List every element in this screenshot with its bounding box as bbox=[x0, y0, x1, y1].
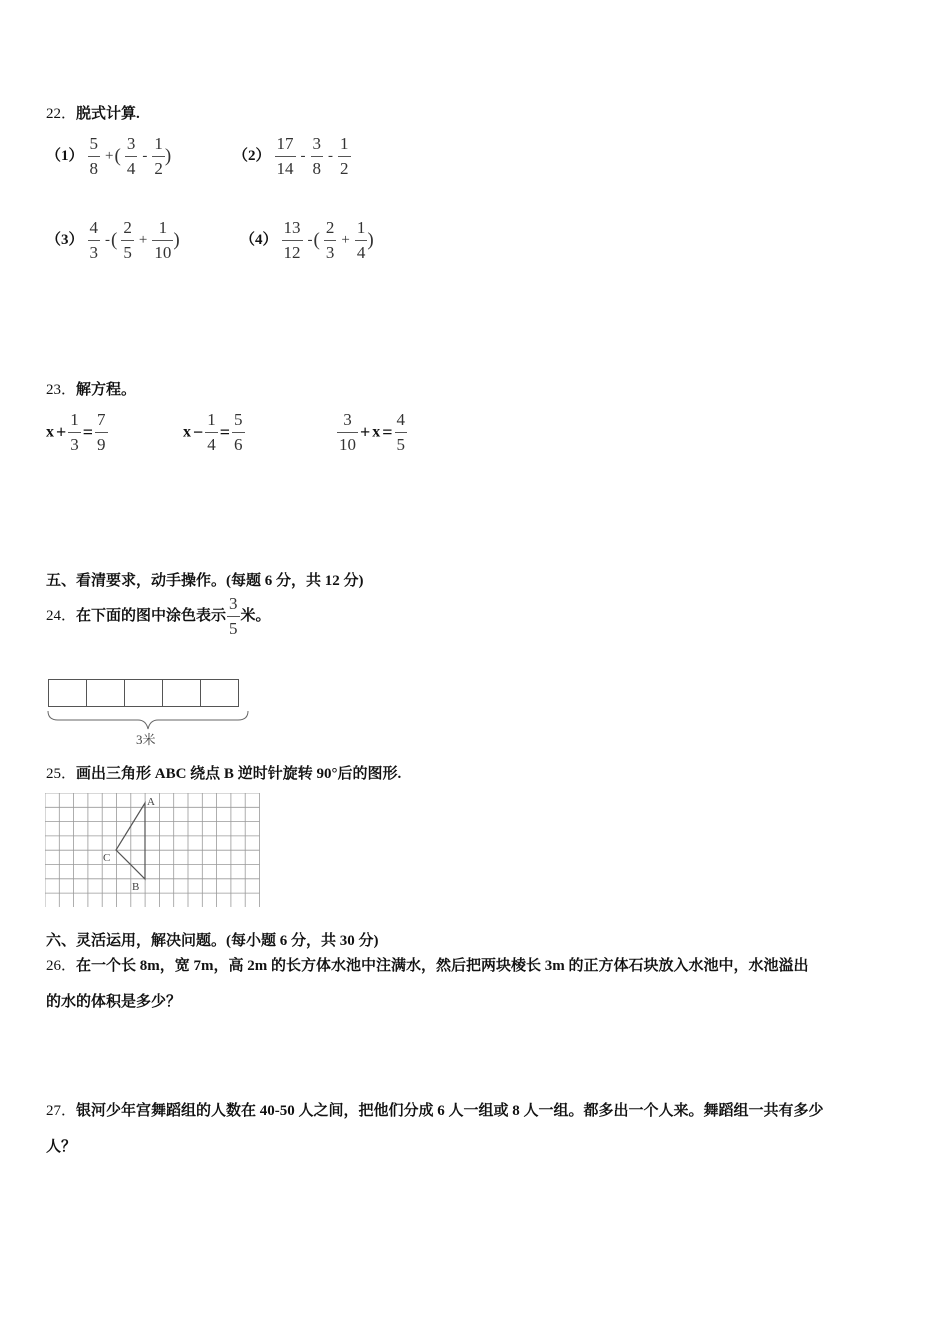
variable-x: x bbox=[372, 423, 381, 441]
fraction: $\frac{3}{4}$ bbox=[126, 134, 136, 178]
q25-text bbox=[46, 762, 401, 783]
q27-line-2: 人？ bbox=[46, 1139, 77, 1155]
q23-equation-2 bbox=[183, 410, 245, 455]
q26-number: 26． bbox=[46, 958, 77, 974]
q24-text bbox=[46, 594, 271, 639]
q22-item-3 bbox=[46, 218, 180, 263]
fraction: $\frac{1}{4}$ bbox=[207, 410, 216, 454]
fraction: $\frac{5}{6}$ bbox=[234, 410, 243, 454]
paren: ( bbox=[111, 229, 118, 251]
bar-segment[interactable] bbox=[124, 679, 163, 707]
q27-number: 27． bbox=[46, 1103, 77, 1119]
operator: + bbox=[341, 232, 350, 248]
bar-segment[interactable] bbox=[86, 679, 125, 707]
q26-line-1 bbox=[46, 954, 809, 975]
bar-segment[interactable] bbox=[48, 679, 87, 707]
q26-line-2: 的水的体积是多少？ bbox=[46, 994, 182, 1010]
q27-text-1: 银河少年宫舞蹈组的人数在 40-50 人之间，把他们分成 6 人一组或 8 人一组。都多出一个人来。舞蹈组一共有多少 bbox=[76, 1103, 824, 1119]
paren: ) bbox=[173, 229, 180, 251]
fraction: $\frac{1}{10}$ bbox=[154, 218, 172, 262]
equals-sign: = bbox=[219, 422, 231, 442]
fraction: $\frac{4}{5}$ bbox=[396, 410, 406, 454]
item-label: （3） bbox=[46, 232, 84, 249]
operator: - bbox=[142, 148, 148, 164]
operator: - bbox=[300, 148, 306, 164]
paren: ( bbox=[114, 145, 121, 167]
q23-title: 解方程。 bbox=[76, 382, 137, 398]
equals-sign: = bbox=[382, 422, 393, 442]
point-b-label: B bbox=[132, 881, 140, 893]
q23-number: 23． bbox=[46, 382, 77, 398]
item-label: （4） bbox=[240, 232, 278, 249]
bar-segment[interactable] bbox=[200, 679, 239, 707]
fraction: $\frac{1}{2}$ bbox=[154, 134, 163, 178]
q22-number: 22． bbox=[46, 106, 77, 122]
q22-title: 脱式计算. bbox=[76, 106, 140, 122]
fraction: $\frac{4}{3}$ bbox=[89, 218, 99, 262]
bar-length-label: 3米 bbox=[136, 732, 156, 747]
fraction: $\frac{2}{3}$ bbox=[325, 218, 335, 262]
fraction: $\frac{17}{14}$ bbox=[276, 134, 294, 178]
q23-equation-3 bbox=[337, 410, 407, 455]
operator: - bbox=[328, 148, 334, 164]
q27-line-1 bbox=[46, 1099, 824, 1120]
q23-equation-1 bbox=[46, 410, 108, 455]
q26-text-1: 在一个长 8m，宽 7m，高 2m 的长方体水池中注满水，然后把两块棱长 3m 的正方体石块放入水池中，水池溢出 bbox=[76, 958, 809, 974]
grid-figure[interactable] bbox=[45, 793, 261, 907]
fraction: $\frac{5}{8}$ bbox=[89, 134, 99, 178]
q25-number: 25． bbox=[46, 766, 77, 782]
q24-text-before: 在下面的图中涂色表示 bbox=[76, 607, 227, 624]
q22-item-2 bbox=[233, 134, 351, 179]
q23-heading bbox=[46, 378, 136, 399]
fraction: $\frac{1}{4}$ bbox=[356, 218, 366, 262]
q24-number: 24． bbox=[46, 607, 77, 624]
fraction: $\frac{2}{5}$ bbox=[123, 218, 132, 262]
q22-item-4 bbox=[240, 218, 374, 263]
paren: ) bbox=[367, 229, 374, 251]
fraction: $\frac{13}{12}$ bbox=[283, 218, 301, 262]
equals-sign: = bbox=[82, 422, 94, 442]
section-5-heading: 五、看清要求，动手操作。(每题 6 分，共 12 分) bbox=[46, 573, 364, 589]
variable-x: x bbox=[46, 423, 54, 441]
paren: ( bbox=[313, 229, 320, 251]
operator: + bbox=[360, 422, 371, 442]
q22-heading bbox=[46, 102, 140, 123]
fraction: $\frac{7}{9}$ bbox=[97, 410, 106, 454]
operator: + bbox=[56, 422, 67, 442]
variable-x: x bbox=[183, 423, 191, 441]
fraction: $\frac{3}{8}$ bbox=[312, 134, 322, 178]
operator: - bbox=[105, 232, 111, 248]
item-label: （2） bbox=[233, 148, 271, 165]
section-6-heading: 六、灵活运用，解决问题。(每小题 6 分，共 30 分) bbox=[46, 933, 379, 949]
point-a-label: A bbox=[147, 796, 155, 808]
q22-item-1 bbox=[46, 134, 171, 179]
fraction: $\frac{1}{2}$ bbox=[340, 134, 349, 178]
fraction: $\frac{3}{10}$ bbox=[339, 410, 356, 454]
item-label: （1） bbox=[46, 148, 84, 165]
operator: + bbox=[105, 148, 114, 164]
fraction: $\frac{1}{3}$ bbox=[70, 410, 79, 454]
operator: - bbox=[307, 232, 313, 248]
operator: + bbox=[138, 232, 148, 248]
operator: − bbox=[193, 422, 204, 442]
fraction: $\frac{3}{5}$ bbox=[229, 594, 238, 638]
q24-text-after: 米。 bbox=[240, 607, 271, 624]
q25-instruction: 画出三角形 ABC 绕点 B 逆时针旋转 90°后的图形. bbox=[76, 766, 402, 782]
bar-segment[interactable] bbox=[162, 679, 201, 707]
segment-bar bbox=[48, 679, 239, 707]
paren: ) bbox=[164, 145, 172, 167]
point-c-label: C bbox=[103, 852, 111, 864]
